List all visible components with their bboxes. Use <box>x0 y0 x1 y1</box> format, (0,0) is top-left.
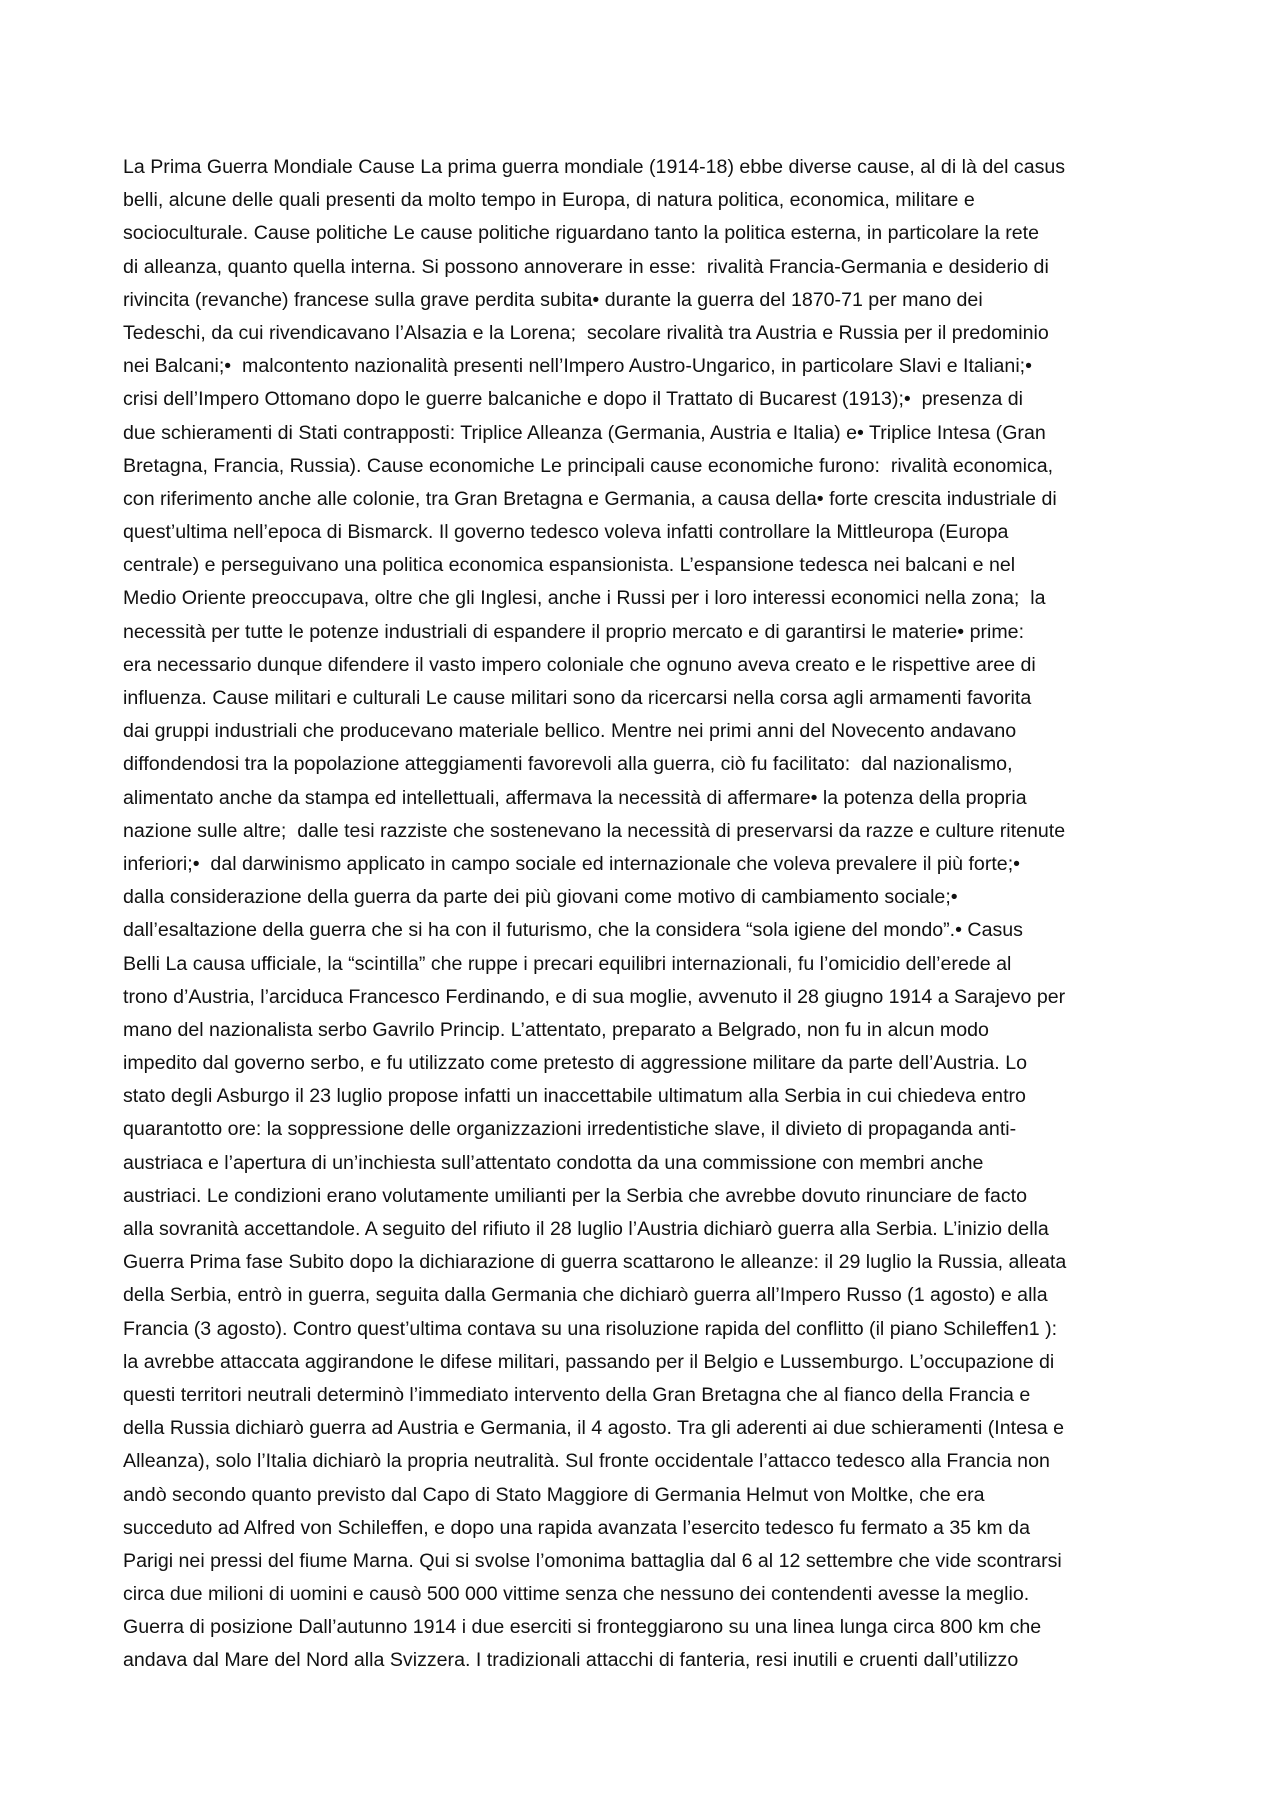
text-line: circa due milioni di uomini e causò 500 000 vittime senza che nessuno dei contendenti avesse la meglio. <box>123 1583 1030 1606</box>
text-line: di alleanza, quanto quella interna. Si possono annoverare in esse: rivalità Francia-Germania e desiderio di <box>123 255 1049 278</box>
text-line: trono d’Austria, l’arciduca Francesco Ferdinando, e di sua moglie, avvenuto il 28 giugno 1914 a Sarajevo per <box>123 985 1066 1008</box>
text-line: Medio Oriente preoccupava, oltre che gli Inglesi, anche i Russi per i loro interessi economici nella zona; la <box>123 587 1046 610</box>
text-line: questi territori neutrali determinò l’immediato intervento della Gran Bretagna che al fianco della Francia e <box>123 1383 1031 1406</box>
text-line: Tedeschi, da cui rivendicavano l’Alsazia e la Lorena; secolare rivalità tra Austria e Russia per il predominio <box>123 321 1049 344</box>
text-line: andava dal Mare del Nord alla Svizzera. I tradizionali attacchi di fanteria, resi inutili e cruenti dall’utilizzo <box>123 1649 1019 1672</box>
text-line: quest’ultima nell’epoca di Bismarck. Il governo tedesco voleva infatti controllare la Mittleuropa (Europa <box>123 521 1009 544</box>
text-line: Guerra di posizione Dall’autunno 1914 i due eserciti si fronteggiarono su una linea lunga circa 800 km che <box>123 1616 1042 1639</box>
text-line: mano del nazionalista serbo Gavrilo Princip. L’attentato, preparato a Belgrado, non fu in alcun modo <box>123 1018 989 1041</box>
text-line: influenza. Cause militari e culturali Le cause militari sono da ricercarsi nella corsa agli armamenti favorita <box>123 687 1032 709</box>
text-line: succeduto ad Alfred von Schileffen, e dopo una rapida avanzata l’esercito tedesco fu fermato a 35 km da <box>123 1516 1030 1539</box>
body-text <box>123 151 1173 1678</box>
text-line: dall’esaltazione della guerra che si ha con il futurismo, che la considera “sola igiene del mondo”.• Casus <box>123 919 1023 942</box>
text-line: diffondendosi tra la popolazione atteggiamenti favorevoli alla guerra, ciò fu facilitato: dal nazionalismo, <box>123 753 1013 776</box>
text-line: la avrebbe attaccata aggirandone le difese militari, passando per il Belgio e Lussemburgo. L’occupazione di <box>123 1350 1055 1373</box>
text-line: dalla considerazione della guerra da parte dei più giovani come motivo di cambiamento sociale;• <box>123 886 958 909</box>
text-line: Bretagna, Francia, Russia). Cause economiche Le principali cause economiche furono: rivalità economica, <box>123 454 1054 477</box>
text-line: socioculturale. Cause politiche Le cause politiche riguardano tanto la politica esterna, in particolare la rete <box>123 222 1039 245</box>
text-line: alla sovranità accettandole. A seguito del rifiuto il 28 luglio l’Austria dichiarò guerra alla Serbia. L’inizio della <box>123 1218 1049 1240</box>
text-line: Alleanza), solo l’Italia dichiarò la propria neutralità. Sul fronte occidentale l’attacco tedesco alla Francia non <box>123 1450 1050 1473</box>
text-line: quarantotto ore: la soppressione delle organizzazioni irredentistiche slave, il divieto di propaganda anti- <box>123 1118 1017 1141</box>
text-line: era necessario dunque difendere il vasto impero coloniale che ognuno aveva creato e le rispettive aree di <box>123 653 1036 676</box>
text-line: austriaci. Le condizioni erano volutamente umilianti per la Serbia che avrebbe dovuto rinunciare de facto <box>123 1184 1028 1207</box>
text-line: nazione sulle altre; dalle tesi razziste che sostenevano la necessità di preservarsi da razze e culture ritenute <box>123 819 1066 842</box>
text-line: belli, alcune delle quali presenti da molto tempo in Europa, di natura politica, economica, militare e <box>123 189 975 212</box>
text-line: della Russia dichiarò guerra ad Austria e Germania, il 4 agosto. Tra gli aderenti ai due schieramenti (Intesa e <box>123 1417 1065 1440</box>
text-line: austriaca e l’apertura di un’inchiesta sull’attentato condotta da una commissione con membri anche <box>123 1151 984 1174</box>
text-line: della Serbia, entrò in guerra, seguita dalla Germania che dichiarò guerra all’Impero Russo (1 agosto) e alla <box>123 1284 1048 1307</box>
text-line: rivincita (revanche) francese sulla grave perdita subita• durante la guerra del 1870-71 per mano dei <box>123 288 983 311</box>
text-line: Parigi nei pressi del fiume Marna. Qui si svolse l’omonima battaglia dal 6 al 12 settembre che vide scontrarsi <box>123 1549 1062 1572</box>
text-line: inferiori;• dal darwinismo applicato in campo sociale ed internazionale che voleva prevalere il più forte;• <box>123 852 1020 875</box>
text-line: Francia (3 agosto). Contro quest’ultima contava su una risoluzione rapida del conflitto (il piano Schileffen1 ): <box>123 1317 1058 1340</box>
text-line: dai gruppi industriali che producevano materiale bellico. Mentre nei primi anni del Novecento andavano <box>123 720 1017 743</box>
text-line: impedito dal governo serbo, e fu utilizzato come pretesto di aggressione militare da parte dell’Austria. Lo <box>123 1052 1027 1075</box>
text-line: La Prima Guerra Mondiale Cause La prima guerra mondiale (1914-18) ebbe diverse cause, al di là del casus <box>123 156 1066 178</box>
text-line: stato degli Asburgo il 23 luglio propose infatti un inaccettabile ultimatum alla Serbia in cui chiedeva entro <box>123 1085 1026 1108</box>
text-line: alimentato anche da stampa ed intellettuali, affermava la necessità di affermare• la potenza della propria <box>123 786 1027 809</box>
text-line: due schieramenti di Stati contrapposti: Triplice Alleanza (Germania, Austria e Italia) e• Triplice Intesa (Gran <box>123 421 1046 444</box>
text-line: con riferimento anche alle colonie, tra Gran Bretagna e Germania, a causa della• forte crescita industriale di <box>123 487 1057 510</box>
text-line: andò secondo quanto previsto dal Capo di Stato Maggiore di Germania Helmut von Moltke, che era <box>123 1483 985 1506</box>
text-line: crisi dell’Impero Ottomano dopo le guerre balcaniche e dopo il Trattato di Bucarest (1913);• presenza di <box>123 388 1023 411</box>
text-line: necessità per tutte le potenze industriali di espandere il proprio mercato e di garantirsi le materie• prime: <box>123 620 1025 643</box>
text-line: Guerra Prima fase Subito dopo la dichiarazione di guerra scattarono le alleanze: il 29 luglio la Russia, alleata <box>123 1251 1067 1274</box>
text-line: centrale) e perseguivano una politica economica espansionista. L’espansione tedesca nei balcani e nel <box>123 554 1016 577</box>
text-line: Belli La causa ufficiale, la “scintilla” che ruppe i precari equilibri internazionali, fu l’omicidio dell’erede al <box>123 952 1012 975</box>
text-line: nei Balcani;• malcontento nazionalità presenti nell’Impero Austro-Ungarico, in particolare Slavi e Italiani;• <box>123 355 1032 378</box>
